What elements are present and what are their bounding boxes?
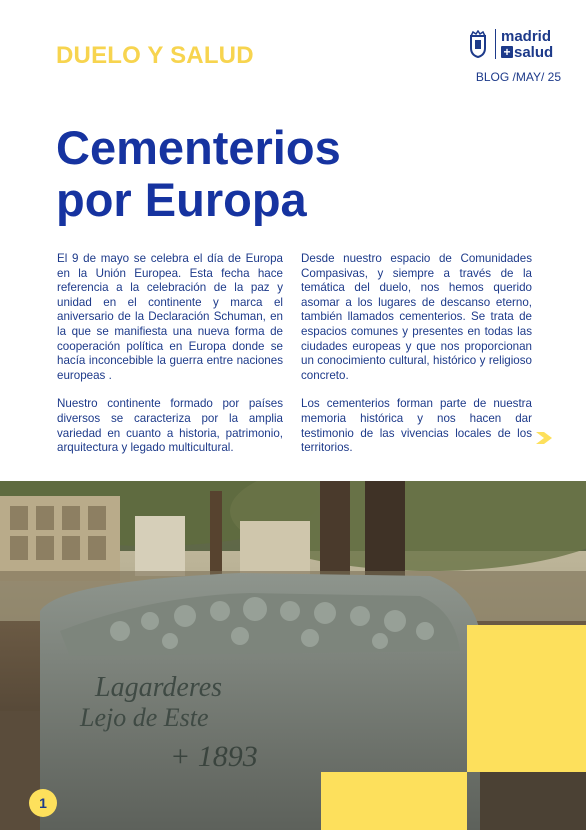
logo-divider xyxy=(495,29,496,59)
inscription-year: + 1893 xyxy=(170,740,258,773)
title-line-2: por Europa xyxy=(56,173,307,226)
logo-text-salud: salud xyxy=(514,44,554,61)
inscription-line-2: Lejo de Este xyxy=(80,703,209,732)
right-column xyxy=(301,252,532,470)
left-column xyxy=(57,252,283,470)
section-kicker: DUELO Y SALUD xyxy=(56,42,254,69)
title-line-1: Cementerios xyxy=(56,121,341,174)
inscription-line-1: Lagarderes xyxy=(95,672,223,703)
left-paragraph-1: El 9 de mayo se celebra el día de Europa en la Unión Europea. Esta fecha hace referencia a la celebración de la paz y unidad en el continente y marca el aniversario de la Declaración Schuman, en la que se manifiesta una nueva forma de cooperación política en Europa donde se hacía inconcebible la guerra entre naciones europeas . xyxy=(57,252,283,382)
chevron-right-icon[interactable] xyxy=(534,430,554,446)
blog-dateline: BLOG /MAY/ 25 xyxy=(475,70,561,84)
page-number: 1 xyxy=(29,789,57,817)
right-paragraph-1: Desde nuestro espacio de Comunidades Compasivas, y siempre a través de la temática del duelo, nos hemos querido asomar a los lugares de descanso eterno, también llamados cementerios. Se trata de espacios comunes y presentes en todas las ciudades europeas y que nos proporcionan un conocimiento cultural, histórico y religioso concreto. xyxy=(301,252,532,382)
logo-text-madrid: madrid xyxy=(501,28,552,45)
logo-text-salud-wrap xyxy=(501,44,553,61)
page-title xyxy=(56,122,341,226)
accent-square-bottom xyxy=(321,772,467,830)
left-paragraph-2: Nuestro continente formado por países diversos se caracteriza por la amplia variedad en cuanto a historia, patrimonio, arquitectura y legado multicultural. xyxy=(57,397,283,455)
accent-square-right xyxy=(467,625,586,772)
plus-icon: + xyxy=(501,46,513,58)
madrid-crest-icon xyxy=(468,30,488,58)
right-paragraph-2: Los cementerios forman parte de nuestra memoria histórica y nos hacen dar testimonio de las vivencias locales de los territorios. xyxy=(301,397,532,455)
madrid-salud-logo[interactable] xyxy=(468,28,564,62)
